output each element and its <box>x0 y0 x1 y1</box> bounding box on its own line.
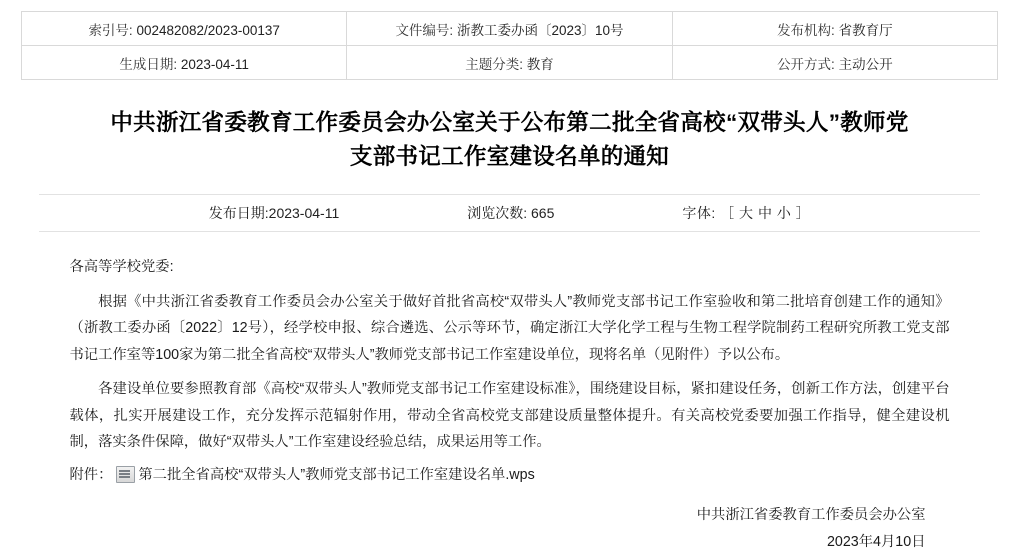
meta-cell-created-date <box>22 46 347 80</box>
meta-label-disclosure: 公开方式: <box>777 56 835 72</box>
meta-cell-disclosure <box>672 46 997 80</box>
font-size-switcher[interactable] <box>682 203 810 223</box>
font-size-medium-button[interactable]: 中 <box>757 205 773 221</box>
attachment-row[interactable] <box>70 464 950 486</box>
document-meta-table <box>21 11 998 80</box>
document-info-bar <box>39 194 980 232</box>
signature-date: 2023年4月10日 <box>826 533 926 550</box>
publish-date-value: 2023-04-11 <box>268 205 340 221</box>
bracket-left: ［ <box>720 205 735 221</box>
signature-block <box>70 502 950 556</box>
body-salutation: 各高等学校党委: <box>69 259 174 275</box>
document-page <box>0 11 1019 559</box>
publish-date <box>209 203 339 223</box>
table-row <box>22 46 998 80</box>
publish-date-label: 发布日期: <box>208 205 269 221</box>
view-count <box>467 203 554 223</box>
meta-label-created-date: 生成日期: <box>119 56 178 72</box>
page-title-line-2: 支部书记工作室建设名单的通知 <box>349 144 670 169</box>
meta-cell-doc-number <box>347 12 672 46</box>
meta-value-doc-number: 浙教工委办函〔2023〕10号 <box>456 22 624 38</box>
page-title-line-1: 中共浙江省委教育工作委员会办公室关于公布第二批全省高校“双带头人”教师党 <box>110 110 909 135</box>
body-paragraph-1: 根据《中共浙江省委教育工作委员会办公室关于做好首批省高校“双带头人”教师党支部书记工作室验收和第二批培育创建工作的通知》（浙教工委办函〔2022〕12号），经学校申报、综合遴选、公示等环节，确定浙江大学化学工程与生物工程学院制药工程研究所教工党支部书记工作室等100家为第二批全省高校“双带头人”教师党支部书记工作室建设单位，现将名单（见附件）予以公布。 <box>69 293 950 363</box>
font-size-label: 字体: <box>682 205 716 221</box>
meta-value-created-date: 2023-04-11 <box>180 56 249 72</box>
attachment-label: 附件： <box>69 466 113 483</box>
meta-value-disclosure: 主动公开 <box>838 56 893 72</box>
view-count-label: 浏览次数: <box>467 205 528 221</box>
meta-value-category: 教育 <box>526 56 554 72</box>
document-body <box>70 254 950 486</box>
meta-value-index: 002482082/2023-00137 <box>136 22 280 38</box>
meta-cell-publisher <box>672 12 997 46</box>
body-paragraph-2: 各建设单位要参照教育部《高校“双带头人”教师党支部书记工作室建设标准》，围绕建设目标，紧扣建设任务，创新工作方法，创建平台载体，扎实开展建设工作，充分发挥示范辐射作用，带动全省高校党支部建设质量整体提升。有关高校党委要加强工作指导，健全建设机制，落实条件保障，做好“双带头人”工作室建设经验总结，成果运用等工作。 <box>69 381 950 450</box>
font-size-small-button[interactable]: 小 <box>776 205 792 221</box>
meta-cell-index <box>22 12 347 46</box>
meta-value-publisher: 省教育厅 <box>838 22 893 38</box>
file-icon <box>116 466 135 483</box>
font-size-large-button[interactable]: 大 <box>739 205 754 221</box>
meta-label-category: 主题分类: <box>465 56 523 72</box>
view-count-value: 665 <box>531 205 555 221</box>
attachment-link[interactable]: 第二批全省高校“双带头人”教师党支部书记工作室建设名单.wps <box>138 466 535 483</box>
table-row <box>22 12 998 46</box>
meta-label-doc-number: 文件编号: <box>395 22 454 38</box>
meta-label-publisher: 发布机构: <box>777 22 835 38</box>
meta-label-index: 索引号: <box>88 22 133 38</box>
meta-cell-category <box>347 46 672 80</box>
page-title <box>45 106 975 174</box>
bracket-right: ］ <box>795 205 811 221</box>
signature-organization: 中共浙江省委教育工作委员会办公室 <box>696 506 926 523</box>
